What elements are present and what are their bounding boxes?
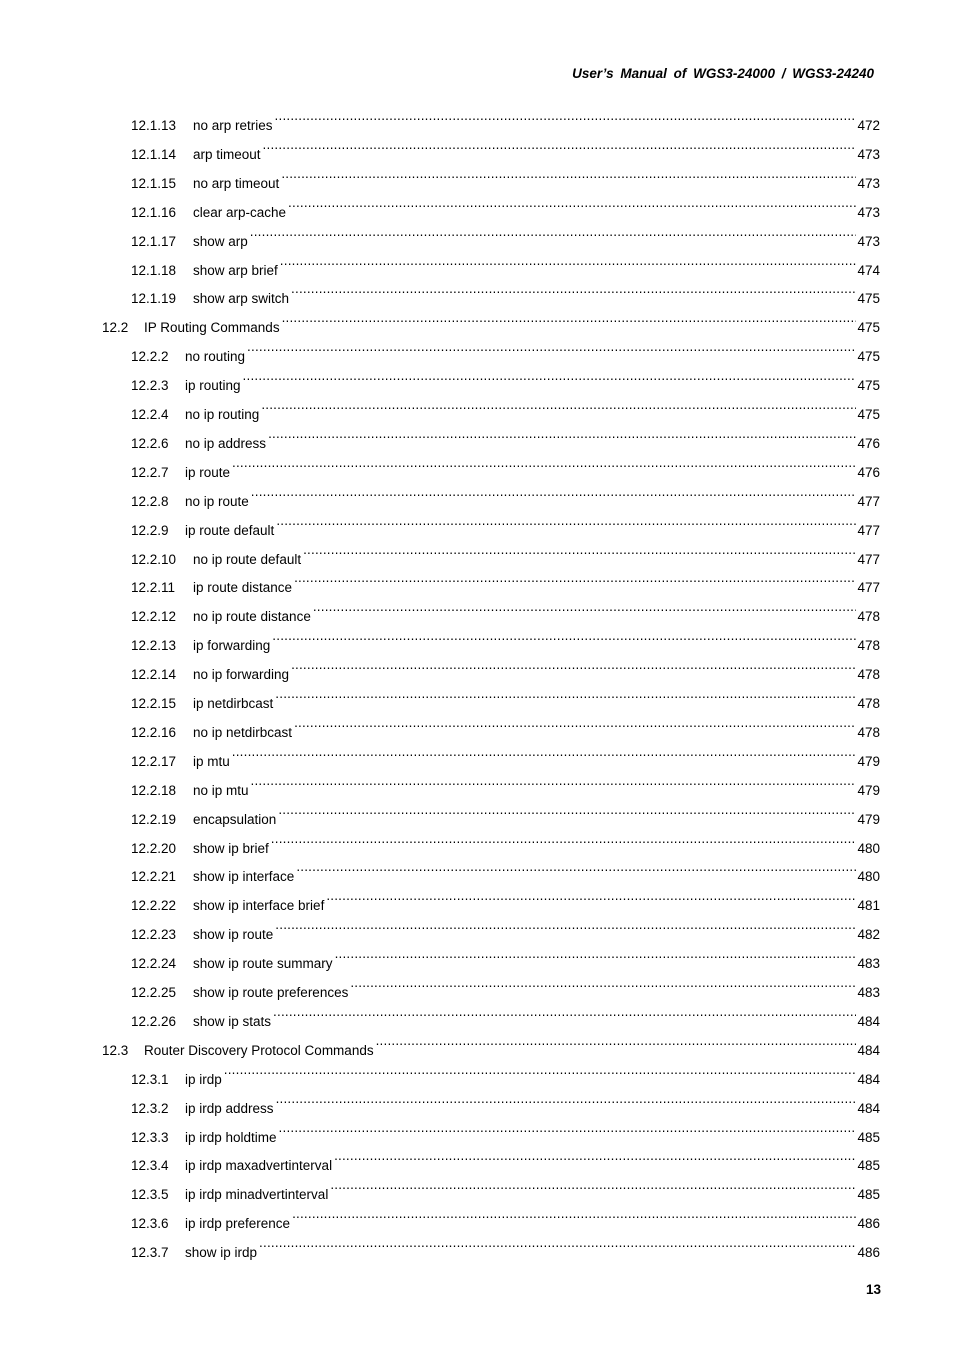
toc-entry-number: 12.2.3 — [131, 378, 169, 394]
toc-entry-page: 473 — [857, 175, 880, 191]
toc-entry-title: ip irdp — [185, 1071, 222, 1087]
toc-dot-leader — [294, 563, 856, 592]
toc-entry-title: ip routing — [185, 378, 241, 394]
toc-entry-line — [131, 1228, 880, 1267]
toc-dot-leader — [282, 303, 857, 332]
toc-entry-title: show ip interface — [193, 869, 295, 885]
toc-entry-title: no ip route — [185, 493, 249, 509]
toc-dot-leader — [291, 274, 856, 303]
toc-entry-page: 475 — [857, 407, 880, 422]
toc-entry[interactable] — [0, 1199, 954, 1232]
toc-entry-number: 12.3.2 — [131, 1100, 169, 1116]
toc-entry-title: show ip stats — [193, 1013, 272, 1029]
toc-entry[interactable] — [0, 506, 954, 538]
toc-entry-title: no ip address — [185, 435, 267, 451]
toc-entry-title: ip route default — [185, 522, 275, 538]
toc-entry-number: 12.2.19 — [131, 811, 177, 827]
toc-entry[interactable] — [0, 592, 954, 625]
toc-dot-leader — [294, 708, 856, 737]
toc-dot-leader — [376, 1026, 857, 1055]
toc-entry-page: 475 — [857, 291, 880, 307]
toc-entry-page: 486 — [857, 1216, 880, 1232]
toc-entry-number: 12.2.10 — [131, 551, 177, 567]
toc-dot-leader — [272, 621, 856, 650]
toc-entry-title: ip forwarding — [193, 638, 271, 654]
toc-entry-number: 12.2.20 — [131, 840, 177, 856]
toc-entry-title: no ip routing — [185, 407, 260, 422]
toc-entry[interactable] — [0, 130, 954, 162]
toc-entry[interactable] — [0, 390, 954, 422]
toc-entry-number: 12.2 — [102, 320, 129, 336]
toc-entry-title: Router Discovery Protocol Commands — [144, 1042, 374, 1058]
toc-entry-number: 12.1.13 — [131, 118, 177, 133]
toc-entry-number: 12.2.9 — [131, 522, 169, 538]
toc-entry[interactable] — [0, 361, 954, 394]
toc-dot-leader — [268, 419, 856, 448]
toc-entry-number: 12.2.24 — [131, 956, 177, 972]
toc-entry-page: 478 — [857, 638, 880, 654]
toc-entry-title: no ip mtu — [193, 782, 249, 798]
toc-entry-title: show ip route — [193, 927, 274, 943]
manual-header-title: User’s Manual of WGS3-24000 / WGS3-24240 — [572, 66, 874, 81]
toc-entry-title: ip route distance — [193, 580, 293, 596]
toc-entry-page: 474 — [857, 262, 880, 278]
toc-entry-page: 473 — [857, 146, 880, 162]
toc-entry-number: 12.3.7 — [131, 1245, 169, 1261]
toc-entry-number: 12.2.18 — [131, 782, 177, 798]
toc-entry[interactable] — [0, 679, 954, 711]
toc-entry[interactable] — [0, 708, 954, 740]
toc-entry[interactable] — [0, 621, 954, 654]
toc-entry-page: 479 — [857, 753, 880, 769]
toc-entry-page: 472 — [857, 118, 880, 133]
toc-entry-page: 473 — [857, 204, 880, 220]
toc-dot-leader — [275, 101, 857, 130]
toc-section-entry[interactable] — [0, 303, 954, 336]
toc-entry[interactable] — [0, 1113, 954, 1145]
toc-entry[interactable] — [0, 101, 954, 133]
toc-entry[interactable] — [0, 535, 954, 567]
toc-entry-page: 485 — [857, 1158, 880, 1174]
toc-entry-title: no ip netdirbcast — [193, 724, 293, 740]
toc-dot-leader — [350, 968, 856, 997]
toc-dot-leader — [313, 592, 857, 621]
toc-entry-title: encapsulation — [193, 811, 277, 827]
toc-entry[interactable] — [0, 246, 954, 278]
toc-entry-page: 484 — [857, 1071, 880, 1087]
toc-entry-number: 12.3.1 — [131, 1071, 169, 1087]
toc-entry-number: 12.2.12 — [131, 609, 177, 625]
toc-entry-number: 12.1.17 — [131, 233, 177, 249]
toc-entry[interactable] — [0, 563, 954, 596]
toc-dot-leader — [224, 1055, 857, 1084]
toc-entry[interactable] — [0, 939, 954, 972]
toc-dot-leader — [292, 1199, 856, 1228]
toc-entry-page: 478 — [857, 724, 880, 740]
toc-entry-title: show ip interface brief — [193, 898, 325, 914]
toc-entry-title: IP Routing Commands — [144, 320, 280, 336]
toc-entry[interactable] — [0, 650, 954, 683]
toc-dot-leader — [247, 332, 856, 361]
toc-dot-leader — [232, 448, 856, 477]
toc-dot-leader — [232, 737, 857, 766]
toc-entry-page: 486 — [857, 1245, 880, 1261]
toc-dot-leader — [330, 1170, 856, 1199]
toc-entry-title: ip irdp minadvertinterval — [185, 1187, 329, 1203]
toc-entry[interactable] — [0, 997, 954, 1029]
toc-entry-number: 12.1.16 — [131, 204, 177, 220]
toc-dot-leader — [288, 188, 856, 217]
toc-entry-number: 12.1.19 — [131, 291, 177, 307]
toc-entry-page: 475 — [857, 378, 880, 394]
toc-entry[interactable] — [0, 766, 954, 798]
toc-dot-leader — [278, 795, 856, 824]
toc-entry-number: 12.2.21 — [131, 869, 177, 885]
toc-entry-page: 477 — [857, 493, 880, 509]
toc-entry-number: 12.2.6 — [131, 435, 169, 451]
toc-entry[interactable] — [0, 159, 954, 191]
toc-entry-number: 12.2.8 — [131, 493, 169, 509]
toc-entry-title: ip route — [185, 464, 231, 480]
toc-dot-leader — [251, 477, 857, 506]
toc-entry-number: 12.3.5 — [131, 1187, 169, 1203]
toc-entry-number: 12.3.3 — [131, 1129, 169, 1145]
toc-entry-title: ip irdp maxadvertinterval — [185, 1158, 333, 1174]
toc-dot-leader — [281, 159, 856, 188]
toc-entry[interactable] — [0, 1170, 954, 1203]
toc-entry-title: show arp switch — [193, 291, 290, 307]
toc-entry-page: 484 — [857, 1013, 880, 1029]
toc-entry-page: 485 — [857, 1187, 880, 1203]
toc-dot-leader — [271, 824, 857, 853]
toc-entry[interactable] — [0, 419, 954, 451]
toc-entry-number: 12.2.26 — [131, 1013, 177, 1029]
toc-entry[interactable] — [0, 737, 954, 769]
toc-entry-title: show arp brief — [193, 262, 278, 278]
toc-dot-leader — [250, 217, 857, 246]
toc-dot-leader — [276, 506, 856, 535]
toc-entry[interactable] — [0, 852, 954, 885]
toc-entry-title: show ip route summary — [193, 956, 333, 972]
toc-entry-number: 12.3.6 — [131, 1216, 169, 1232]
toc-entry-page: 475 — [857, 349, 880, 365]
toc-dot-leader — [326, 881, 856, 910]
toc-entry-page: 477 — [857, 580, 880, 596]
toc-entry-title: show ip brief — [193, 840, 269, 856]
toc-entry-page: 485 — [857, 1129, 880, 1145]
toc-entry-number: 12.2.11 — [131, 580, 176, 596]
toc-dot-leader — [303, 535, 856, 564]
toc-dot-leader — [279, 1113, 857, 1142]
toc-entry-title: ip netdirbcast — [193, 696, 274, 711]
toc-entry-number: 12.2.16 — [131, 724, 177, 740]
toc-entry-title: clear arp-cache — [193, 204, 287, 220]
toc-dot-leader — [243, 361, 857, 390]
toc-entry-number: 12.2.25 — [131, 985, 177, 1000]
toc-entry-number: 12.2.2 — [131, 349, 169, 365]
toc-dot-leader — [259, 1228, 856, 1257]
toc-entry-page: 483 — [857, 956, 880, 972]
toc-entry-number: 12.2.13 — [131, 638, 177, 654]
toc-dot-leader — [291, 650, 856, 679]
toc-dot-leader — [251, 766, 857, 795]
toc-entry[interactable] — [0, 477, 954, 509]
toc-entry-number: 12.2.7 — [131, 464, 169, 480]
toc-entry-title: show ip irdp — [185, 1245, 258, 1261]
toc-entry-title: ip irdp address — [185, 1100, 274, 1116]
toc-entry-number: 12.1.14 — [131, 146, 177, 162]
toc-section-entry[interactable] — [0, 1026, 954, 1058]
toc-entry-title: ip irdp preference — [185, 1216, 291, 1232]
toc-entry[interactable] — [0, 910, 954, 943]
toc-entry-number: 12.3.4 — [131, 1158, 169, 1174]
toc-entry[interactable] — [0, 1228, 954, 1261]
toc-entry-page: 475 — [857, 320, 880, 336]
toc-dot-leader — [275, 679, 856, 708]
toc-entry-title: no ip forwarding — [193, 667, 290, 683]
toc-entry-page: 479 — [857, 811, 880, 827]
toc-entry-page: 480 — [857, 840, 880, 856]
toc-entry-page: 478 — [857, 609, 880, 625]
toc-entry-page: 484 — [857, 1100, 880, 1116]
toc-entry-page: 479 — [857, 782, 880, 798]
toc-entry-title: no ip route distance — [193, 609, 311, 625]
toc-entry[interactable] — [0, 448, 954, 480]
toc-entry[interactable] — [0, 1055, 954, 1087]
toc-entry[interactable] — [0, 332, 954, 365]
toc-dot-leader — [334, 1141, 856, 1170]
toc-entry-number: 12.3 — [102, 1042, 129, 1058]
toc-entry[interactable] — [0, 795, 954, 827]
toc-entry-page: 476 — [857, 464, 880, 480]
toc-entry-number: 12.1.18 — [131, 262, 177, 278]
toc-dot-leader — [273, 997, 856, 1026]
toc-dot-leader — [276, 1084, 857, 1113]
toc-entry[interactable] — [0, 1141, 954, 1174]
toc-entry-number: 12.2.14 — [131, 667, 177, 683]
toc-entry-page: 477 — [857, 551, 880, 567]
toc-entry-page: 473 — [857, 233, 880, 249]
page-number: 13 — [865, 1282, 881, 1297]
toc-entry-number: 12.2.23 — [131, 927, 177, 943]
toc-entry-number: 12.2.22 — [131, 898, 177, 914]
toc-entry-title: show ip route preferences — [193, 985, 349, 1000]
toc-entry-page: 478 — [857, 667, 880, 683]
toc-entry-page: 480 — [857, 869, 880, 885]
toc-entry-page: 477 — [857, 522, 880, 538]
toc-entry-page: 483 — [857, 985, 880, 1000]
toc-entry-number: 12.2.17 — [131, 753, 177, 769]
toc-dot-leader — [275, 910, 856, 939]
toc-dot-leader — [296, 852, 856, 881]
toc-entry-title: arp timeout — [193, 146, 261, 162]
toc-entry-title: no arp timeout — [193, 175, 280, 191]
toc-entry[interactable] — [0, 188, 954, 220]
toc-entry-title: ip mtu — [193, 753, 230, 769]
toc-entry-page: 476 — [857, 435, 880, 451]
toc-entry-title: no ip route default — [193, 551, 302, 567]
toc-entry-number: 12.2.15 — [131, 696, 177, 711]
toc-entry-page: 484 — [857, 1042, 880, 1058]
toc-dot-leader — [280, 246, 857, 275]
toc-entry[interactable] — [0, 1084, 954, 1116]
toc-dot-leader — [263, 130, 857, 159]
toc-entry-number: 12.2.4 — [131, 407, 169, 422]
toc-entry-title: no arp retries — [193, 118, 273, 133]
toc-entry-title: show arp — [193, 233, 248, 249]
toc-dot-leader — [261, 390, 856, 419]
toc-entry-number: 12.1.15 — [131, 175, 177, 191]
toc-entry-page: 481 — [857, 898, 880, 914]
toc-entry[interactable] — [0, 274, 954, 307]
toc-entry-title: no routing — [185, 349, 246, 365]
toc-entry-page: 478 — [857, 696, 880, 711]
toc-entry[interactable] — [0, 824, 954, 856]
toc-entry[interactable] — [0, 968, 954, 1000]
toc-entry-page: 482 — [857, 927, 880, 943]
toc-entry-title: ip irdp holdtime — [185, 1129, 277, 1145]
toc-dot-leader — [335, 939, 857, 968]
toc-entry[interactable] — [0, 881, 954, 914]
toc-entry[interactable] — [0, 217, 954, 249]
